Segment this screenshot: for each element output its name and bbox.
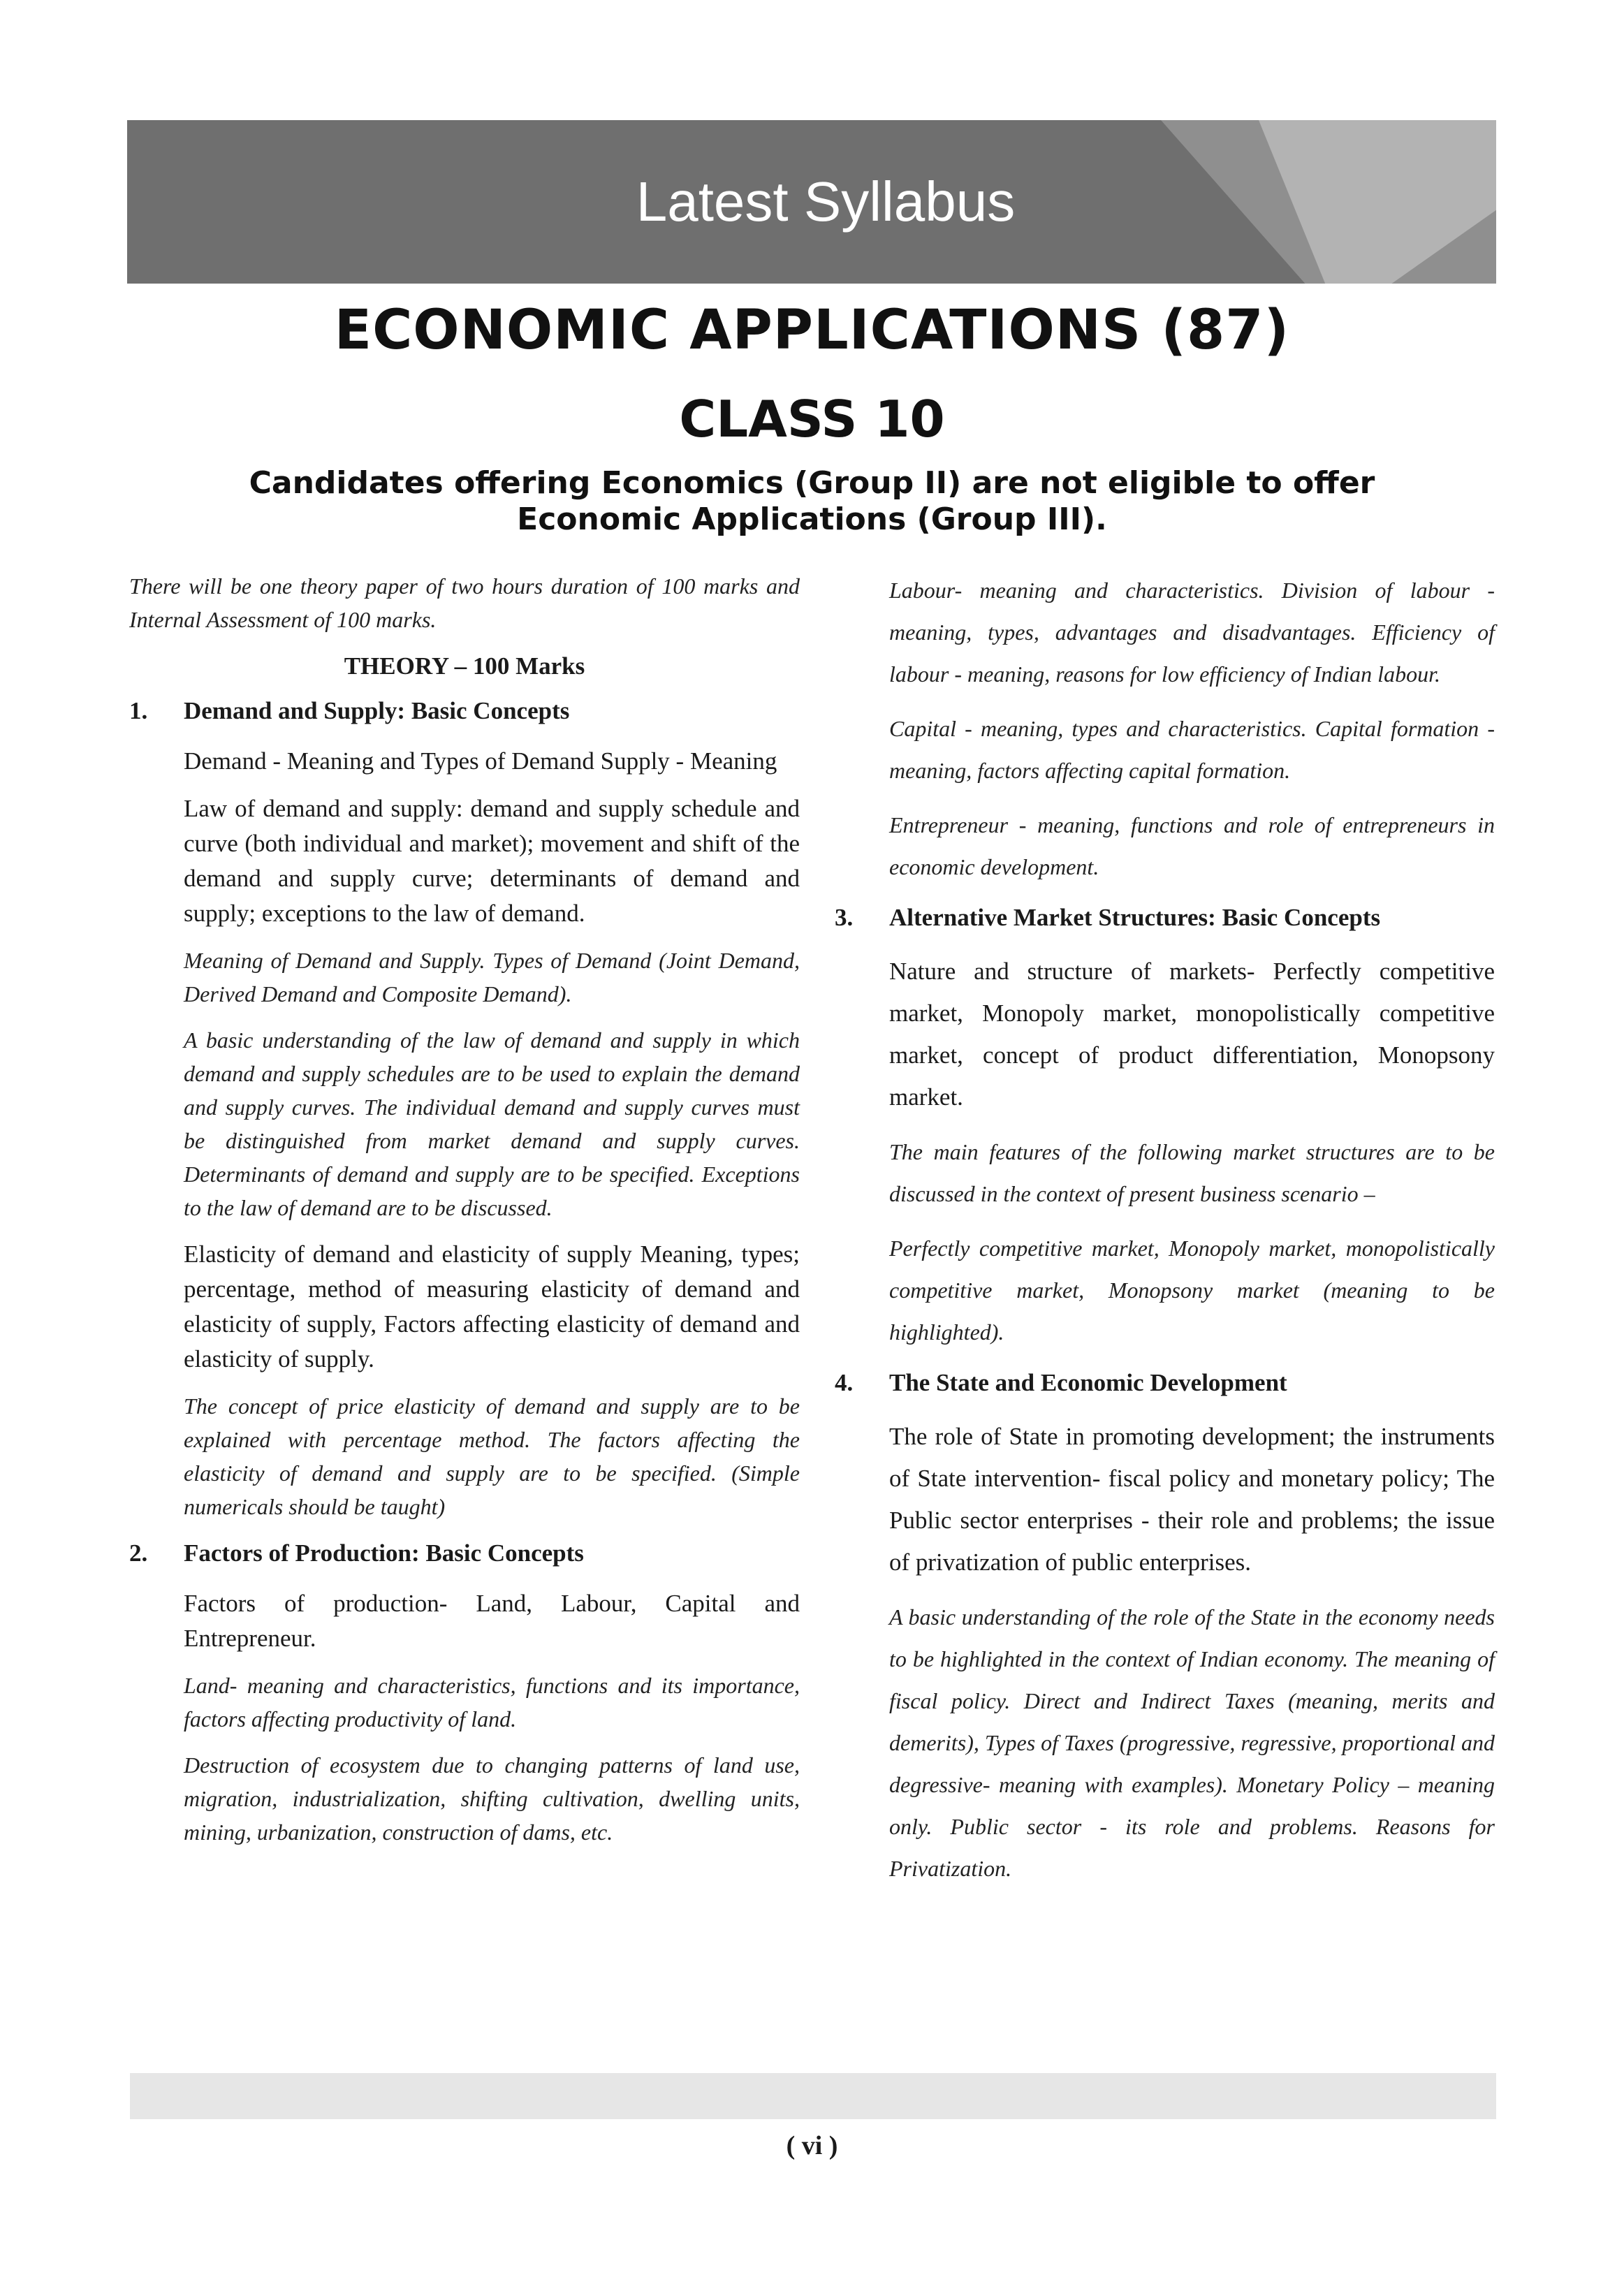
topic-note: Meaning of Demand and Supply. Types of Demand (Joint Demand, Derived Demand and Composite Demand). [184,948,800,1006]
class-label: CLASS 10 [679,390,945,448]
section-heading-1 [129,694,800,729]
section-number: 1. [129,697,148,724]
page-number: ( vi ) [786,2131,838,2160]
topic-note: Destruction of ecosystem due to changing patterns of land use, migration, industrialization, shifting cultivation, dwelling units, mining, urbanization, construction of dams, etc. [184,1752,800,1845]
topic-note: Capital - meaning, types and characteristics. Capital formation - meaning, factors affecting capital formation. [889,716,1495,783]
left-column [129,569,800,1861]
topic-note: The main features of the following market structures are to be discussed in the context of present business scenario – [889,1139,1495,1206]
topic-paragraph: Law of demand and supply: demand and supply schedule and curve (both individual and market); movement and shift of the demand and supply curve; determinants of demand and supply; exceptions to the law of demand. [184,795,800,927]
page-title: ECONOMIC APPLICATIONS (87) [334,299,1290,362]
right-column [835,569,1495,1902]
section-number: 3. [835,904,854,931]
topic-note: Perfectly competitive market, Monopoly market, monopolistically competitive market, Monopsony market (meaning to be highlighted). [889,1236,1495,1345]
topic-paragraph: Demand - Meaning and Types of Demand Supply - Meaning [184,747,777,775]
topic-note: A basic understanding of the role of the State in the economy needs to be highlighted in the context of Indian economy. The meaning of fiscal policy. Direct and Indirect Taxes (meaning, merits and demerits), Types of Taxes (progressive, regressive, proportional and degressive- meaning with examples). Monetary Policy – meaning only. Public sector - its role and problems. Reasons for Privatization. [889,1604,1495,1881]
topic-paragraph: Factors of production- Land, Labour, Capital and Entrepreneur. [184,1590,800,1652]
section-heading-3 [835,900,1495,935]
notice-line-1: Candidates offering Economics (Group II) are not eligible to offer [249,465,1375,501]
section-heading-4 [835,1366,1495,1400]
section-title: Alternative Market Structures: Basic Concepts [889,904,1381,931]
theory-heading: THEORY – 100 Marks [344,652,585,680]
topic-note: Land- meaning and characteristics, functions and its importance, factors affecting productivity of land. [184,1673,800,1732]
syllabus-banner [127,120,1496,284]
topic-note: The concept of price elasticity of demand and supply are to be explained with percentage method. The factors affecting the elasticity of demand and supply are to be specified. (Simple numericals should be taught) [184,1393,800,1519]
section-heading-2 [129,1536,800,1571]
notice-line-2: Economic Applications (Group III). [517,502,1107,537]
topic-paragraph: Elasticity of demand and elasticity of supply Meaning, types; percentage, method of measuring elasticity of demand and elasticity of supply, Factors affecting elasticity of demand and elasticity of supply. [184,1240,800,1372]
topic-note: A basic understanding of the law of demand and supply in which demand and supply schedules are to be used to explain the demand and supply curves. The individual demand and supply curves must be distinguished from market demand and supply curves. Determinants of demand and supply are to be specified. Exceptions to the law of demand are to be discussed. [184,1027,800,1220]
section-title: Factors of Production: Basic Concepts [184,1539,584,1567]
section-number: 2. [129,1539,148,1567]
banner-title: Latest Syllabus [636,170,1016,233]
section-title: Demand and Supply: Basic Concepts [184,697,570,724]
footer-bar [130,2073,1496,2119]
topic-note: Labour- meaning and characteristics. Division of labour - meaning, types, advantages and disadvantages. Efficiency of labour - meaning, reasons for low efficiency of Indian labour. [889,578,1495,687]
intro-paragraph: There will be one theory paper of two hours duration of 100 marks and Internal Assessment of 100 marks. [129,573,800,632]
topic-paragraph: The role of State in promoting development; the instruments of State intervention- fiscal policy and monetary policy; The Public sector enterprises - their role and problems; the issue of privatization of public enterprises. [889,1423,1495,1576]
section-title: The State and Economic Development [889,1369,1287,1396]
section-number: 4. [835,1369,854,1396]
topic-paragraph: Nature and structure of markets- Perfectly competitive market, Monopoly market, monopolistically competitive market, concept of product differentiation, Monopsony market. [889,958,1495,1111]
topic-note: Entrepreneur - meaning, functions and role of entrepreneurs in economic development. [889,812,1495,879]
eligibility-notice [0,465,1624,538]
